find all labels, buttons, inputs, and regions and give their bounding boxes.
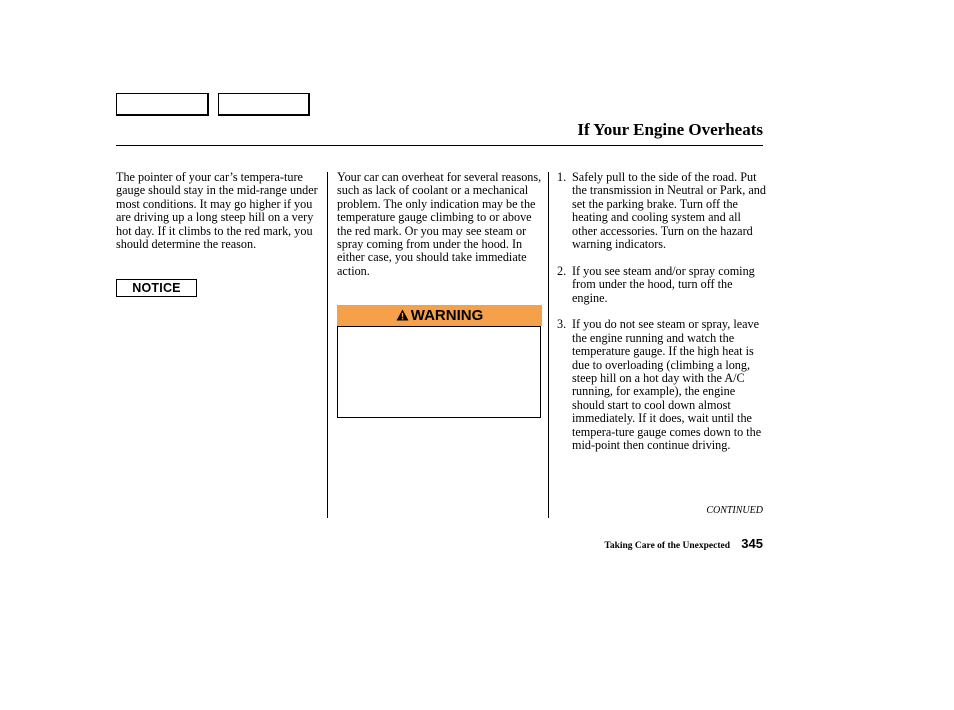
steps-list [557, 171, 767, 453]
column-1 [116, 171, 322, 251]
footer-section-title: Taking Care of the Unexpected [604, 541, 730, 551]
step-number: 1. [557, 170, 567, 184]
intro-paragraph: The pointer of your car’s tempera-ture gauge should stay in the mid-range under most conditions. It may go higher if you are driving up a long steep hill on a very hot day. If it climbs to the red mark, you should determine the reason. [116, 170, 318, 252]
column-divider-1 [327, 172, 328, 518]
column-3 [557, 171, 767, 466]
step-text: If you do not see steam or spray, leave the engine running and watch the temperature gauge. If the high heat is due to overloading (climbing a long, steep hill on a hot day with the A/C running, for example), the engine should start to cool down almost immediately. If it does, wait until the tempera-ture gauge comes down to the mid-point then continue driving. [572, 317, 762, 453]
warning-label: WARNING [410, 307, 484, 324]
nav-button-contents[interactable] [116, 93, 209, 116]
reasons-paragraph: Your car can overheat for several reasons, such as lack of coolant or a mechanical problem. The only indication may be the temperature gauge climbing to or above the red mark. Or you may see steam or spray coming from under the hood. In either case, you should take immediate action. [337, 170, 542, 278]
page-title: If Your Engine Overheats [577, 120, 763, 139]
title-divider [116, 145, 763, 146]
nav-button-index[interactable] [218, 93, 310, 116]
list-item [557, 171, 767, 251]
step-text: Safely pull to the side of the road. Put the transmission in Neutral or Park, and set the parking brake. Turn off the heating and cooling system and all other accessories. Turn on the hazard warning indicators. [572, 170, 766, 252]
page-number: 345 [741, 536, 763, 551]
list-item [557, 318, 767, 452]
step-number: 3. [557, 317, 567, 332]
continued-label: CONTINUED [706, 505, 763, 516]
warning-header [337, 305, 542, 326]
list-item [557, 265, 767, 305]
column-2 [337, 171, 542, 278]
warning-body [337, 326, 541, 418]
step-number: 2. [557, 263, 567, 278]
warning-triangle-icon [396, 309, 409, 321]
column-divider-2 [548, 172, 549, 518]
step-text: If you see steam and/or spray coming from under the hood, turn off the engine. [572, 263, 755, 305]
notice-badge: NOTICE [116, 279, 197, 297]
